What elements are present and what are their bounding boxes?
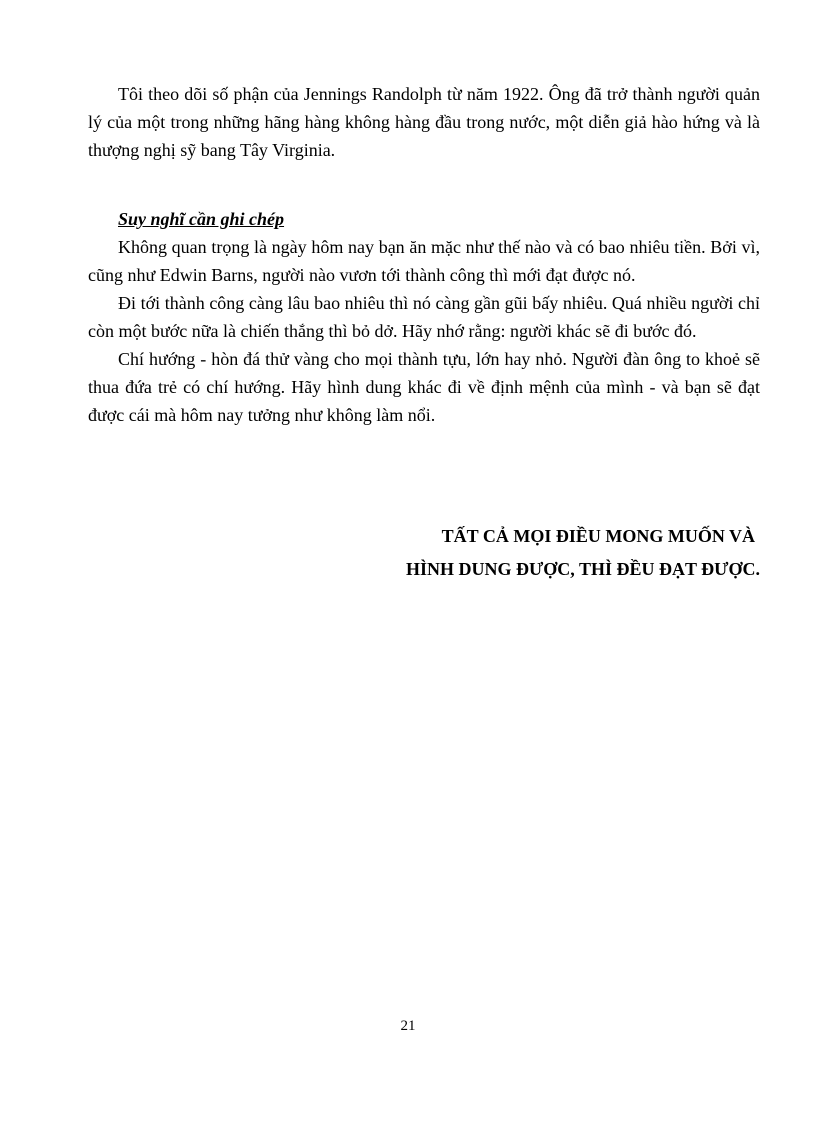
page-number: 21 — [400, 1018, 416, 1034]
closing-statement — [300, 520, 760, 586]
closing-line-2: HÌNH DUNG ĐƯỢC, THÌ ĐỀU ĐẠT ĐƯỢC. — [405, 559, 760, 579]
closing-line-1: TẤT CẢ MỌI ĐIỀU MONG MUỐN VÀ — [441, 526, 755, 546]
notes-section — [88, 205, 760, 429]
notes-paragraph-2: Đi tới thành công càng lâu bao nhiêu thì nó càng gần gũi bấy nhiêu. Quá nhiều người chỉ còn một bước nữa là chiến thắng thì bỏ dở. Hãy nhớ rằng: người khác sẽ đi bước đó. — [88, 293, 760, 341]
notes-paragraph-1: Không quan trọng là ngày hôm nay bạn ăn mặc như thế nào và có bao nhiêu tiền. Bởi vì, cũng như Edwin Barns, người nào vươn tới thành công thì mới đạt được nó. — [88, 237, 760, 285]
notes-paragraph-3: Chí hướng - hòn đá thử vàng cho mọi thành tựu, lớn hay nhỏ. Người đàn ông to khoẻ sẽ thua đứa trẻ có chí hướng. Hãy hình dung khác đi về định mệnh của mình - và bạn sẽ đạt được cái mà hôm nay tưởng như không làm nổi. — [88, 349, 760, 425]
intro-section — [88, 80, 760, 164]
intro-paragraph: Tôi theo dõi số phận của Jennings Randolph từ năm 1922. Ông đã trở thành người quản lý của một trong những hãng hàng không hàng đầu trong nước, một diễn giả hào hứng và là thượng nghị sỹ bang Tây Virginia. — [88, 84, 760, 160]
notes-heading: Suy nghĩ cần ghi chép — [118, 209, 285, 229]
